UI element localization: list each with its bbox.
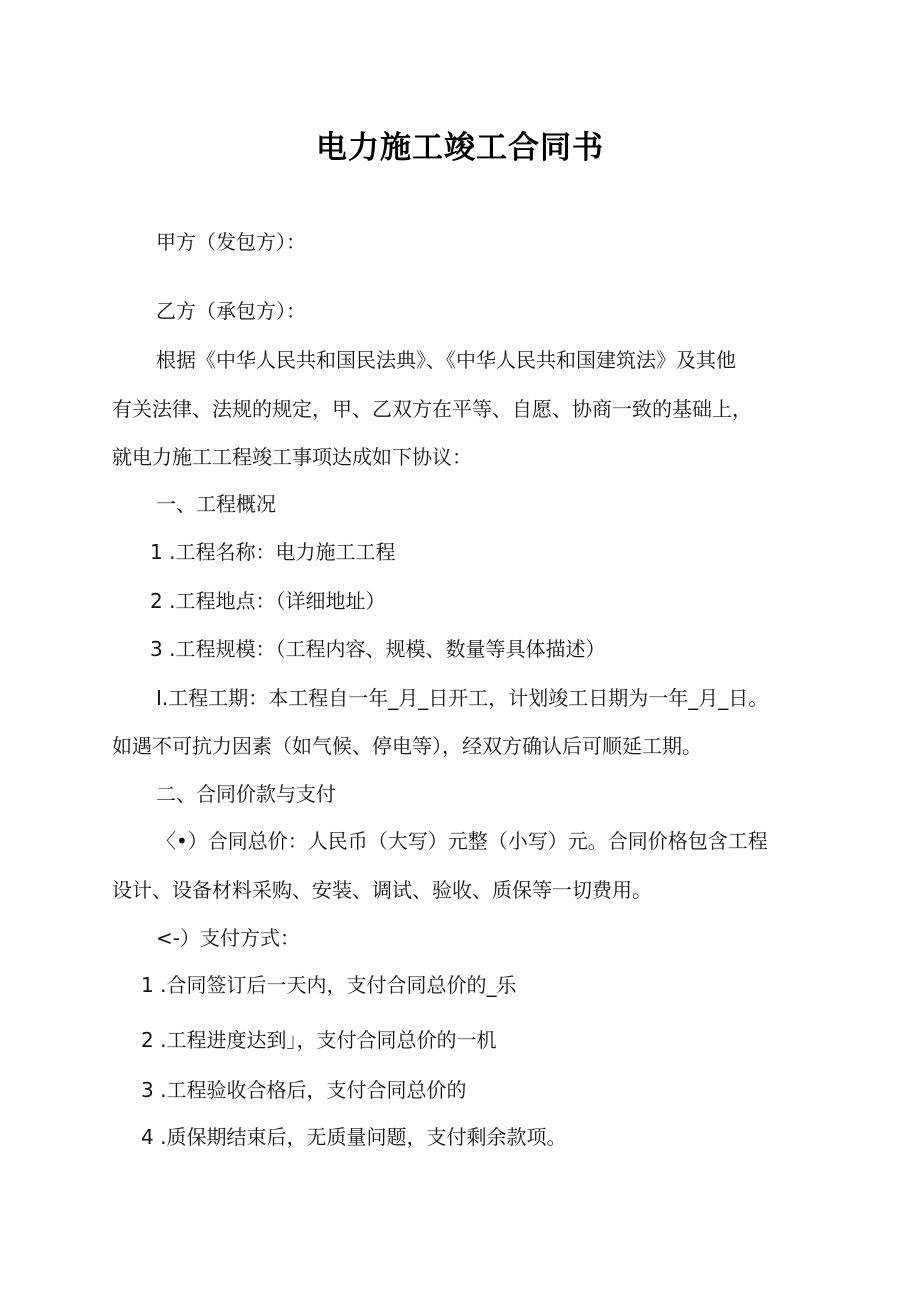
contract-price-line-1: 〈•）合同总价：人民币（大写）元整（小写）元。合同价格包含工程: [156, 829, 768, 853]
document-title: 电力施工竣工合同书: [316, 130, 604, 166]
project-scale-item: 3 .工程规模：（工程内容、规模、数量等具体描述）: [150, 637, 606, 661]
project-duration-item: I.工程工期：本工程自一年_月_日开工，计划竣工日期为一年_月_日。: [156, 686, 769, 710]
section-1-heading: 一、工程概况: [156, 492, 276, 516]
project-duration-continued: 如遇不可抗力因素（如气候、停电等），经双方确认后可顺延工期。: [112, 734, 702, 758]
contract-price-line-2: 设计、设备材料采购、安装、调试、验收、质保等一切费用。: [112, 878, 652, 902]
payment-item-3: 3 .工程验收合格后，支付合同总价的: [141, 1078, 467, 1102]
preamble-line-2: 有关法律、法规的规定，甲、乙双方在平等、自愿、协商一致的基础上，: [112, 397, 752, 421]
party-b-line: 乙方（承包方）：: [156, 299, 306, 323]
project-location-item: 2 .工程地点：（详细地址）: [150, 589, 386, 613]
preamble-line-1: 根据《中华人民共和国民法典》、《中华人民共和国建筑法》及其他: [156, 348, 736, 372]
payment-item-2: 2 .工程进度达到」，支付合同总价的一机: [141, 1028, 497, 1052]
payment-item-4: 4 .质保期结束后，无质量问题，支付剩余款项。: [141, 1125, 567, 1149]
section-2-heading: 二、合同价款与支付: [156, 782, 336, 806]
preamble-line-3: 就电力施工工程竣工事项达成如下协议：: [112, 445, 472, 469]
project-name-item: 1 .工程名称：电力施工工程: [150, 540, 396, 564]
payment-item-1: 1 .合同签订后一天内，支付合同总价的_乐: [141, 973, 517, 997]
party-a-line: 甲方（发包方）：: [156, 230, 306, 254]
payment-method-heading: <-）支付方式：: [156, 926, 300, 950]
